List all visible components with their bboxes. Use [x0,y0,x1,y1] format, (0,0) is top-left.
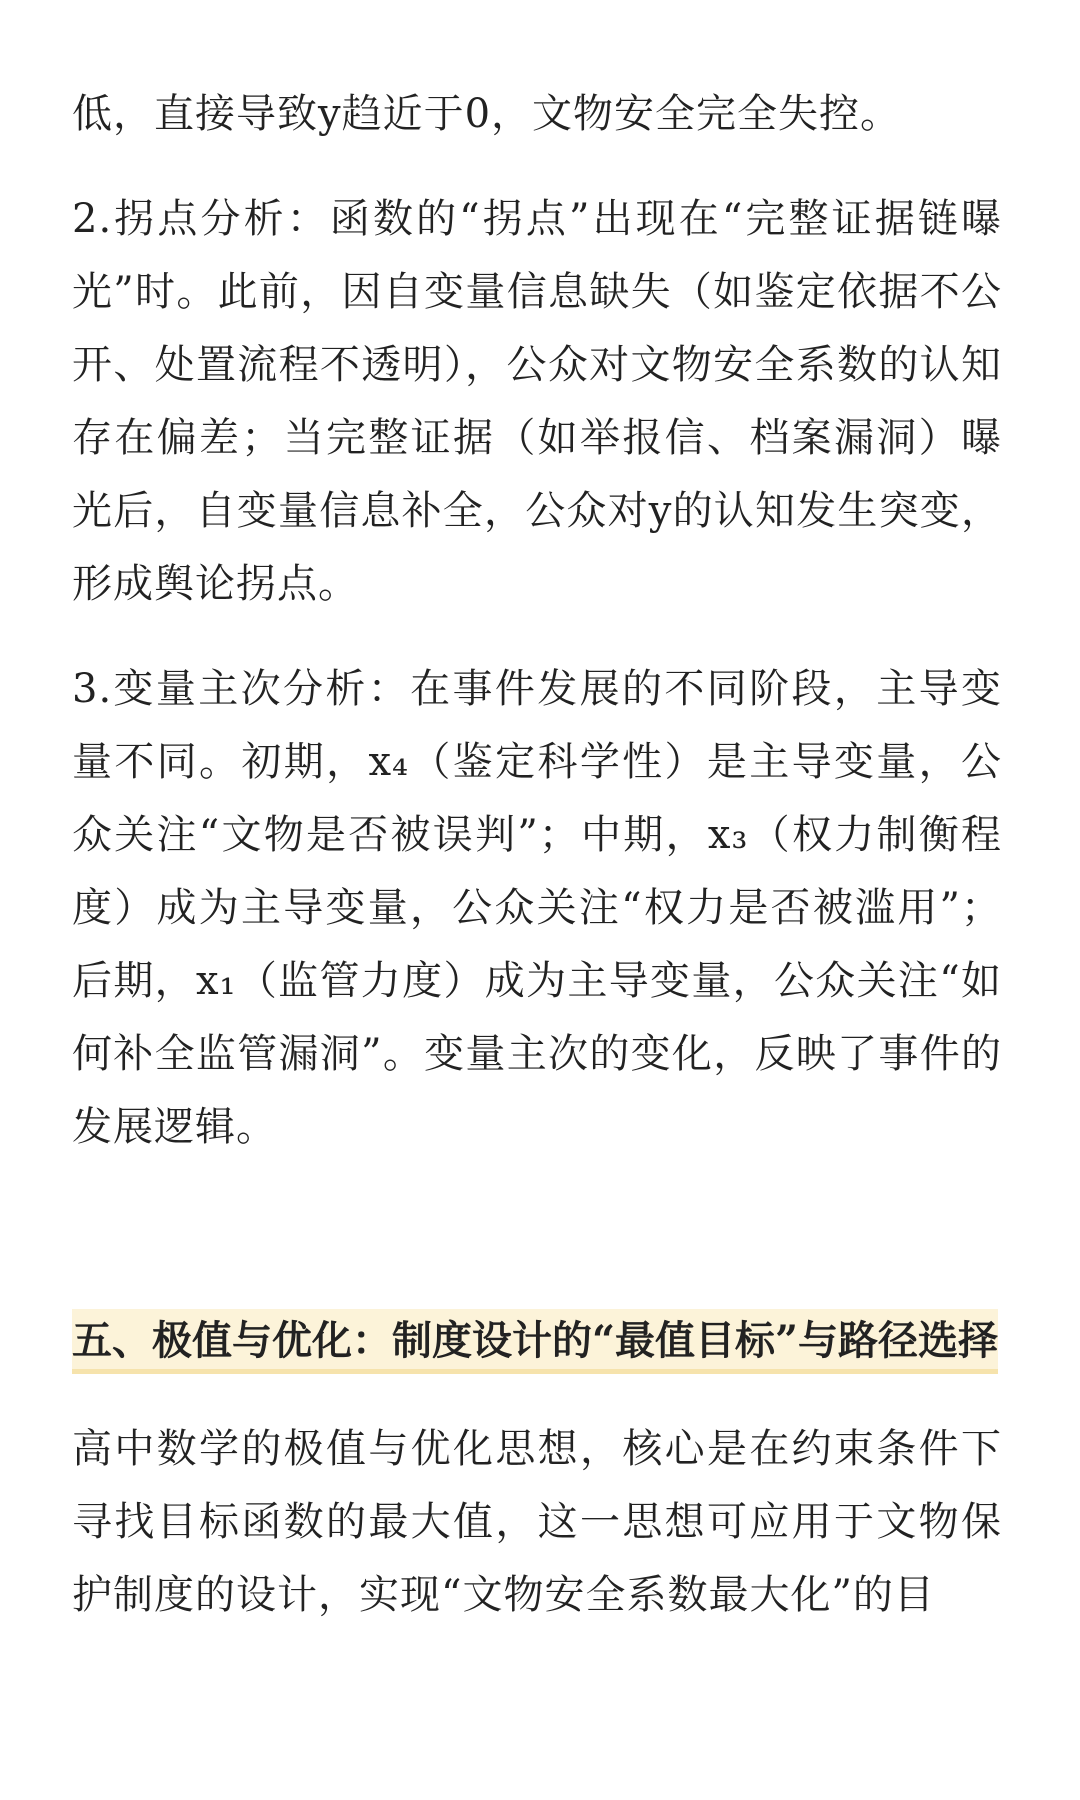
spacer [72,1377,1002,1413]
spacer [72,621,1002,653]
section-heading [72,1304,1002,1377]
paragraph-optimization-intro: 高中数学的极值与优化思想，核心是在约束条件下寻找目标函数的最大值，这一思想可应用于文物保护制度的设计，实现“文物安全系数最大化”的目 [72,1426,1002,1618]
paragraph-inflection-analysis: 2.拐点分析：函数的“拐点”出现在“完整证据链曝光”时。此前，因自变量信息缺失（如鉴定依据不公开、处置流程不透明），公众对文物安全系数的认知存在偏差；当完整证据（如举报信、档案漏洞）曝光后，自变量信息补全，公众对y的认知发生突变，形成舆论拐点。 [72,196,1002,607]
spacer [72,151,1002,183]
paragraph-conclusion-fragment: 低，直接导致y趋近于0，文物安全完全失控。 [72,91,902,137]
section-spacer [72,1164,1002,1304]
article-body [72,78,1002,1632]
section-heading-text: 五、极值与优化：制度设计的“最值目标”与路径选择 [72,1309,998,1374]
paragraph-variable-priority-analysis: 3.变量主次分析：在事件发展的不同阶段，主导变量不同。初期，x₄（鉴定科学性）是主导变量，公众关注“文物是否被误判”；中期，x₃（权力制衡程度）成为主导变量，公众关注“权力是否被滥用”；后期，x₁（监管力度）成为主导变量，公众关注“如何补全监管漏洞”。变量主次的变化，反映了事件的发展逻辑。 [72,666,1002,1150]
